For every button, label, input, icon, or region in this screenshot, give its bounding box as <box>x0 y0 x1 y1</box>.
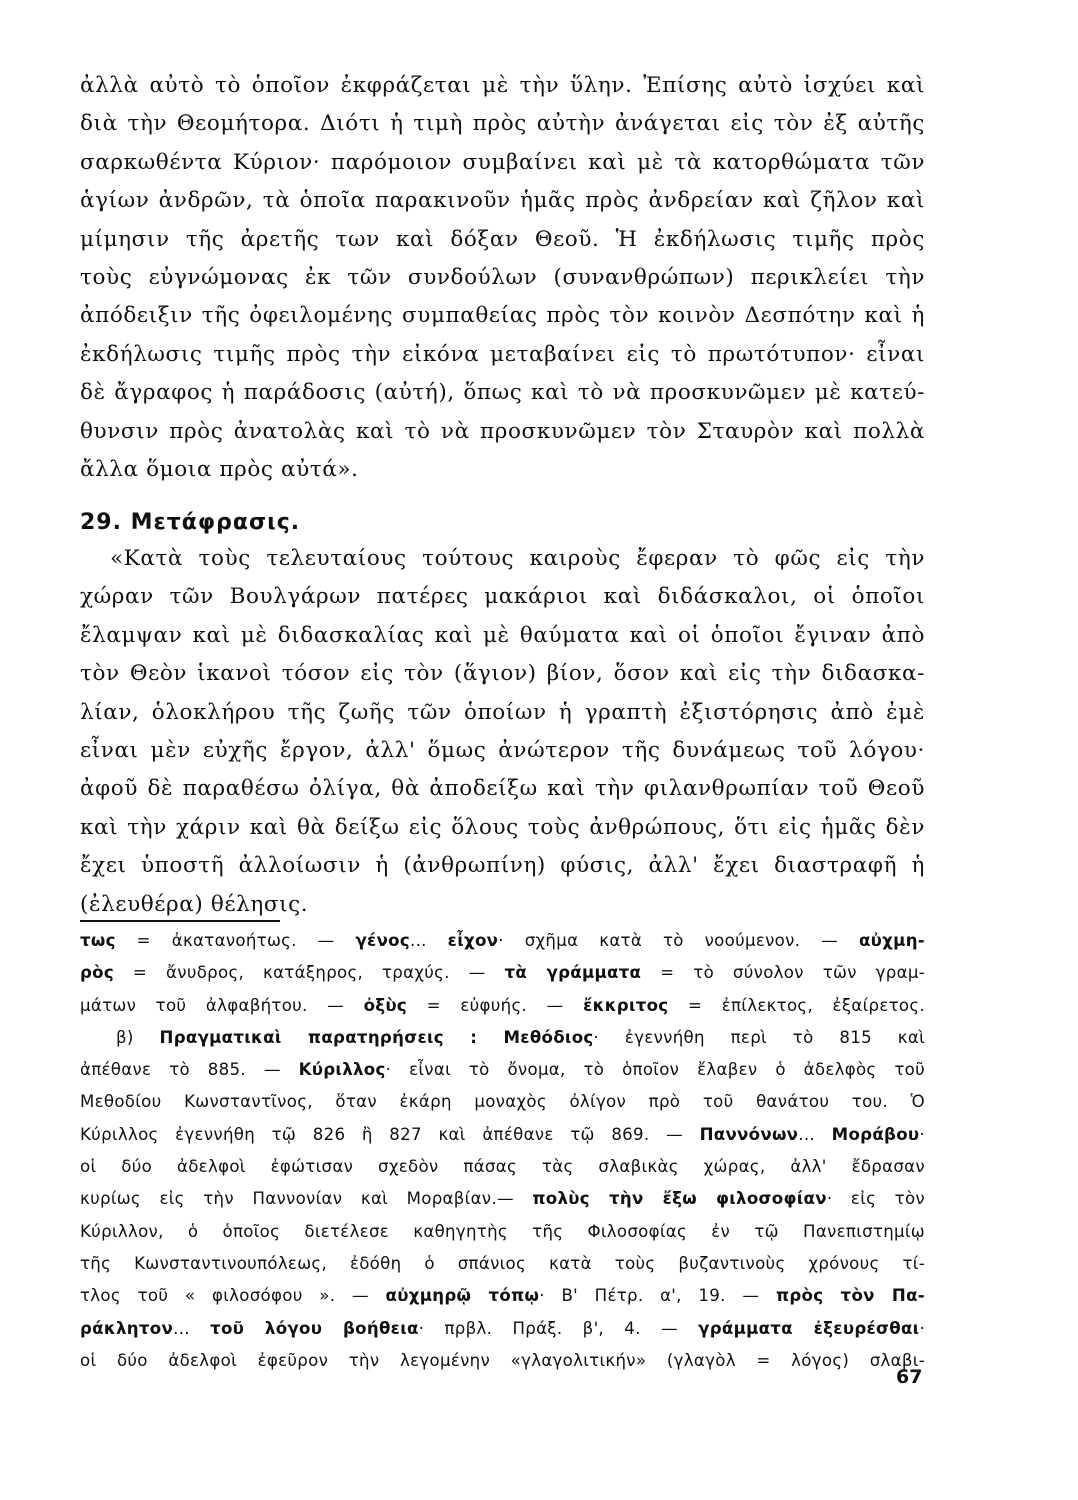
footnote-line <box>80 1086 925 1118</box>
text-line: τοὺς εὐγνώμονας ἐκ τῶν συνδούλων (συνανθρώπων) περικλείει τὴν <box>80 264 925 290</box>
footnote-term: ράκλητον <box>80 1318 174 1338</box>
footnote-text: · <box>919 1318 926 1338</box>
footnote-text: ... <box>410 931 448 950</box>
footnote-text: β) <box>116 1027 160 1047</box>
footnotes <box>80 925 925 1377</box>
footnote-term: Μοράβου <box>831 1124 920 1144</box>
paragraph-2 <box>80 540 925 924</box>
footnote-text: ἀπέθανε τὸ 885. — <box>80 1060 299 1080</box>
text-line: ἁγίων ἀνδρῶν, τὰ ὁποῖα παρακινοῦν ἡμᾶς πρὸς ἀνδρείαν καὶ ζῆλον καὶ <box>80 188 925 214</box>
footnote-text: τῆς Κωνσταντινουπόλεως, ἐδόθη ὁ σπάνιος κατὰ τοὺς βυζαντινοὺς χρόνους τί- <box>80 1253 925 1273</box>
footnote-text: = εὐφυής. — <box>407 995 584 1015</box>
footnote-text: · εἰς τὸν <box>826 1189 925 1209</box>
footnote-line <box>80 990 925 1022</box>
page-number: 67 <box>896 1366 923 1388</box>
footnote-line <box>80 1119 925 1151</box>
footnote-text: = ἐπίλεκτος, ἐξαίρετος. <box>668 995 925 1015</box>
text-line: ἔλαμψαν καὶ μὲ διδασκαλίας καὶ μὲ θαύματα καὶ οἱ ὁποῖοι ἔγιναν ἀπὸ <box>80 622 925 648</box>
footnote-text: · πρβλ. Πράξ. β', 4. — <box>418 1318 699 1338</box>
footnote-term: αὐχμη- <box>858 931 925 950</box>
text-line: ἔχει ὑποστῆ ἀλλοίωσιν ἡ (ἀνθρωπίνη) φύσις, ἀλλ' ἔχει διαστραφῆ ἡ <box>80 853 925 879</box>
text-line: θυνσιν πρὸς ἀνατολὰς καὶ τὸ νὰ προσκυνῶμεν τὸν Σταυρὸν καὶ πολλὰ <box>80 418 925 444</box>
footnote-text: = ἀκατανοήτως. — <box>115 931 356 950</box>
text-line: ἄλλα ὅμοια πρὸς αὐτά». <box>80 456 359 482</box>
footnote-text: = ἄνυδρος, κατάξηρος, τραχύς. — <box>114 963 505 983</box>
section-heading: 29. Μετάφρασις. <box>80 510 301 535</box>
text-line: σαρκωθέντα Κύριον· παρόμοιον συμβαίνει καὶ μὲ τὰ κατορθώματα τῶν <box>80 149 925 175</box>
footnote-term: Κύριλλος <box>298 1060 386 1080</box>
footnote-line <box>80 1280 925 1312</box>
footnote-text: = τὸ σύνολον τῶν γραμ- <box>641 963 925 983</box>
footnote-line <box>80 1216 925 1248</box>
text-line: τὸν Θεὸν ἱκανοὶ τόσον εἰς τὸν (ἅγιον) βίον, ὅσον καὶ εἰς τὴν διδασκα- <box>80 661 925 687</box>
footnote-text: · Β' Πέτρ. α', 19. — <box>539 1286 776 1306</box>
text-line: χώραν τῶν Βουλγάρων πατέρες μακάριοι καὶ διδάσκαλοι, οἱ ὁποῖοι <box>80 584 925 610</box>
footnote-line <box>80 1183 925 1215</box>
footnote-text: ... <box>173 1318 211 1338</box>
text-line: (ἐλευθέρα) θέλησις. <box>80 891 309 917</box>
footnote-line <box>80 925 925 957</box>
footnote-line <box>80 1313 925 1345</box>
text-line: «Κατὰ τοὺς τελευταίους τούτους καιροὺς ἔφεραν τὸ φῶς εἰς τὴν <box>110 546 925 571</box>
footnote-term: εἶχον <box>447 931 499 950</box>
footnote-text: Κύριλλος ἐγεννήθη τῷ 826 ἢ 827 καὶ ἀπέθανε τῷ 869. — <box>80 1124 700 1144</box>
footnote-line <box>80 1151 925 1183</box>
footnote-text: τλος τοῦ « φιλοσόφου ». — <box>80 1286 386 1306</box>
text-line: διὰ τὴν Θεομήτορα. Διότι ἡ τιμὴ πρὸς αὐτὴν ἀνάγεται εἰς τὸν ἐξ αὐτῆς <box>80 111 925 137</box>
footnote-text: · ἐγεννήθη περὶ τὸ 815 καὶ <box>593 1027 925 1047</box>
text-line: λίαν, ὁλοκλήρου τῆς ζωῆς τῶν ὁποίων ἡ γραπτὴ ἐξιστόρησις ἀπὸ ἐμὲ <box>80 699 925 725</box>
footnote-text: · εἶναι τὸ ὄνομα, τὸ ὁποῖον ἔλαβεν ὁ ἀδελφὸς τοῦ <box>385 1060 925 1080</box>
footnote-line <box>80 1054 925 1086</box>
footnote-term: ὀξὺς <box>363 995 408 1015</box>
footnote-line <box>80 1345 925 1377</box>
footnote-term: ἔκκριτος <box>583 995 669 1015</box>
text-line: εἶναι μὲν εὐχῆς ἔργον, ἀλλ' ὅμως ἀνώτερον τῆς δυνάμεως τοῦ λόγου· <box>80 737 925 763</box>
footnote-text: ... <box>798 1124 832 1144</box>
footnote-term: τως <box>80 931 116 950</box>
footnote-text: οἱ δύο ἀδελφοὶ ἐφώτισαν σχεδὸν πάσας τὰς σλαβικὰς χώρας, ἀλλ' ἔδρασαν <box>80 1157 925 1177</box>
text-line: ἀφοῦ δὲ παραθέσω ὀλίγα, θὰ ἀποδείξω καὶ τὴν φιλανθρωπίαν τοῦ Θεοῦ <box>80 776 925 802</box>
footnote-term: τοῦ λόγου βοήθεια <box>210 1318 419 1338</box>
footnote-line <box>80 1248 925 1280</box>
footnote-term: τὰ γράμματα <box>504 963 642 983</box>
footnote-term: πολὺς τὴν ἔξω φιλοσοφίαν <box>532 1189 827 1209</box>
footnote-text: Κύριλλον, ὁ ὁποῖος διετέλεσε καθηγητὴς τῆς Φιλοσοφίας ἐν τῷ Πανεπιστημίῳ <box>80 1221 925 1241</box>
text-line: καὶ τὴν χάριν καὶ θὰ δείξω εἰς ὅλους τοὺς ἀνθρώπους, ὅτι εἰς ἡμᾶς δὲν <box>80 814 925 840</box>
footnote-line <box>80 957 925 989</box>
footnote-term: γένος <box>355 931 411 950</box>
footnote-text: οἱ δύο ἀδελφοὶ ἐφεῦρον τὴν λεγομένην «γλαγολιτικήν» (γλαγὸλ = λόγος) σλαβι- <box>80 1350 925 1370</box>
footnote-text: κυρίως εἰς τὴν Παννονίαν καὶ Μοραβίαν.— <box>80 1189 533 1209</box>
footnote-text: Μεθοδίου Κωνσταντῖνος, ὅταν ἐκάρη μοναχὸς ὀλίγον πρὸ τοῦ θανάτου του. Ὁ <box>80 1092 925 1112</box>
footnote-divider <box>80 920 280 922</box>
text-line: ἀλλὰ αὐτὸ τὸ ὁποῖον ἐκφράζεται μὲ τὴν ὕλην. Ἐπίσης αὐτὸ ἰσχύει καὶ <box>80 73 925 98</box>
text-line: μίμησιν τῆς ἀρετῆς των καὶ δόξαν Θεοῦ. Ἡ ἐκδήλωσις τιμῆς πρὸς <box>80 226 925 252</box>
text-line: δὲ ἄγραφος ἡ παράδοσις (αὐτή), ὅπως καὶ τὸ νὰ προσκυνῶμεν μὲ κατεύ- <box>80 380 925 406</box>
footnote-term: ρὸς <box>80 963 115 983</box>
footnote-text: μάτων τοῦ ἀλφαβήτου. — <box>80 995 364 1015</box>
footnote-term: γράμματα ἐξευρέσθαι <box>698 1318 920 1338</box>
footnote-text: · σχῆμα κατὰ τὸ νοούμενον. — <box>498 931 859 950</box>
footnote-line <box>80 1022 925 1054</box>
footnote-term: πρὸς τὸν Πα- <box>775 1286 925 1306</box>
footnote-term: Πραγματικαὶ παρατηρήσεις : Μεθόδιος <box>159 1027 594 1047</box>
footnote-text: · <box>919 1124 925 1144</box>
text-line: ἀπόδειξιν τῆς ὀφειλομένης συμπαθείας πρὸς τὸν κοινὸν Δεσπότην καὶ ἡ <box>80 303 925 329</box>
paragraph-1 <box>80 67 925 489</box>
footnote-term: αὐχμηρῷ τόπῳ <box>385 1286 540 1306</box>
text-line: ἐκδήλωσις τιμῆς πρὸς τὴν εἰκόνα μεταβαίνει εἰς τὸ πρωτότυπον· εἶναι <box>80 341 925 367</box>
footnote-term: Παννόνων <box>699 1124 799 1144</box>
